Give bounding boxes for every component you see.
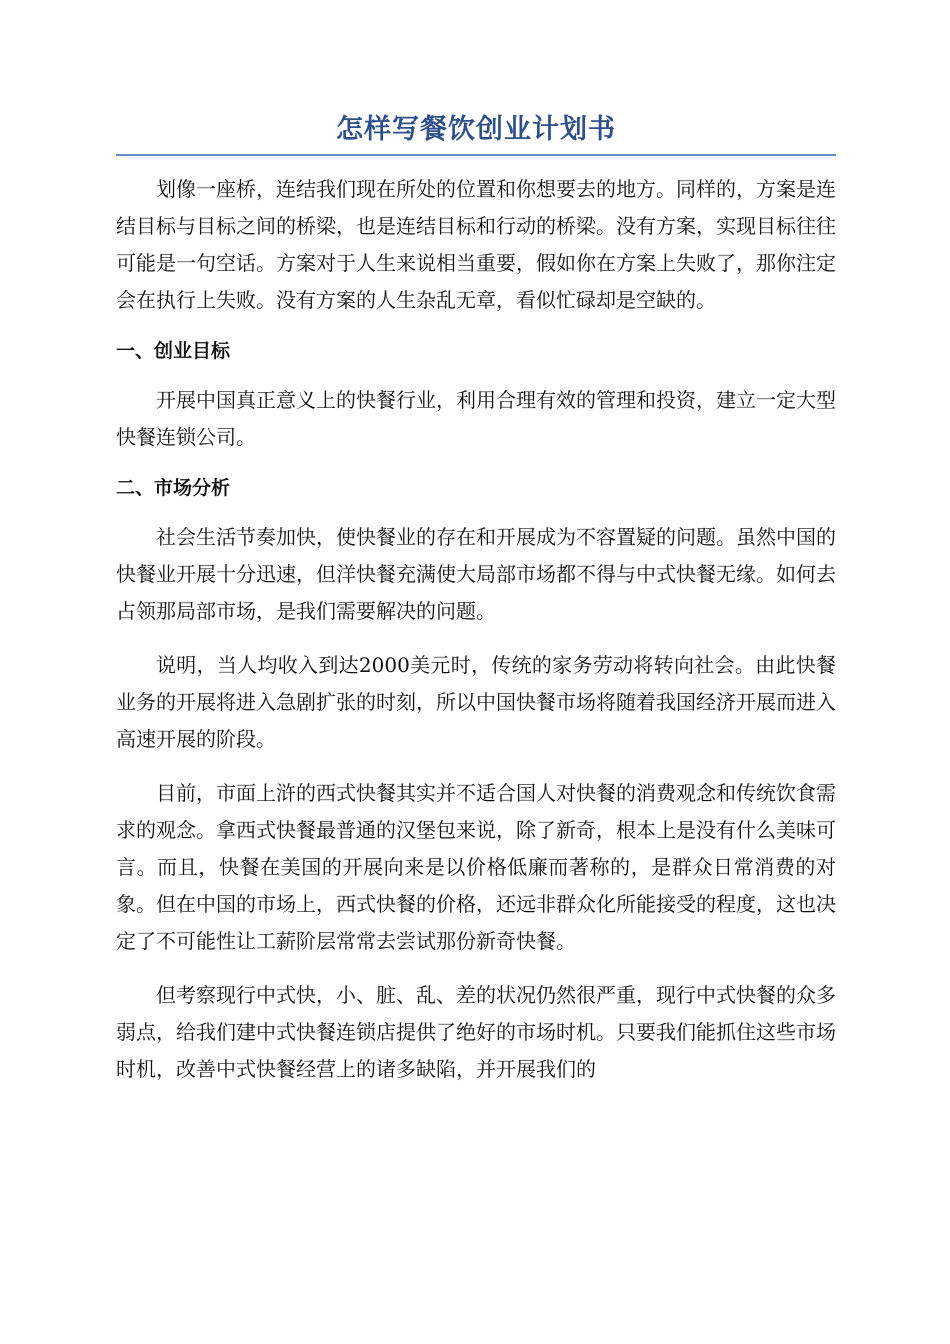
section-heading-market: 二、市场分析 xyxy=(116,477,231,499)
section-heading-goal: 一、创业目标 xyxy=(116,340,231,362)
market-paragraph-1: 社会生活节奏加快，使快餐业的存在和开展成为不容置疑的问题。虽然中国的快餐业开展十分迅速，但洋快餐充满使大局部市场都不得与中式快餐无缘。如何去占领那局部市场，是我们需要解决的问题。 xyxy=(116,525,836,623)
document-page xyxy=(116,110,836,1088)
market-paragraph-4: 但考察现行中式快，小、脏、乱、差的状况仍然很严重，现行中式快餐的众多弱点，给我们建中式快餐连锁店提供了绝好的市场时机。只要我们能抓住这些市场时机，改善中式快餐经营上的诸多缺陷，并开展我们的 xyxy=(116,983,836,1081)
document-title: 怎样写餐饮创业计划书 xyxy=(116,110,836,156)
market-paragraph-3: 目前，市面上浒的西式快餐其实并不适合国人对快餐的消费观念和传统饮食需求的观念。拿西式快餐最普通的汉堡包来说，除了新奇，根本上是没有什么美味可言。而且，快餐在美国的开展向来是以价格低廉而著称的，是群众日常消费的对象。但在中国的市场上，西式快餐的价格，还远非群众化所能接受的程度，这也决定了不可能性让工薪阶层常常去尝试那份新奇快餐。 xyxy=(116,781,836,953)
market-paragraph-2: 说明，当人均收入到达2000美元时，传统的家务劳动将转向社会。由此快餐业务的开展将进入急剧扩张的时刻，所以中国快餐市场将随着我国经济开展而进入高速开展的阶段。 xyxy=(116,653,836,751)
goal-paragraph: 开展中国真正意义上的快餐行业，利用合理有效的管理和投资，建立一定大型快餐连锁公司。 xyxy=(116,388,836,449)
intro-paragraph: 划像一座桥，连结我们现在所处的位置和你想要去的地方。同样的，方案是连结目标与目标之间的桥梁，也是连结目标和行动的桥梁。没有方案，实现目标往往可能是一句空话。方案对于人生来说相当重要，假如你在方案上失败了，那你注定会在执行上失败。没有方案的人生杂乱无章，看似忙碌却是空缺的。 xyxy=(116,177,836,312)
